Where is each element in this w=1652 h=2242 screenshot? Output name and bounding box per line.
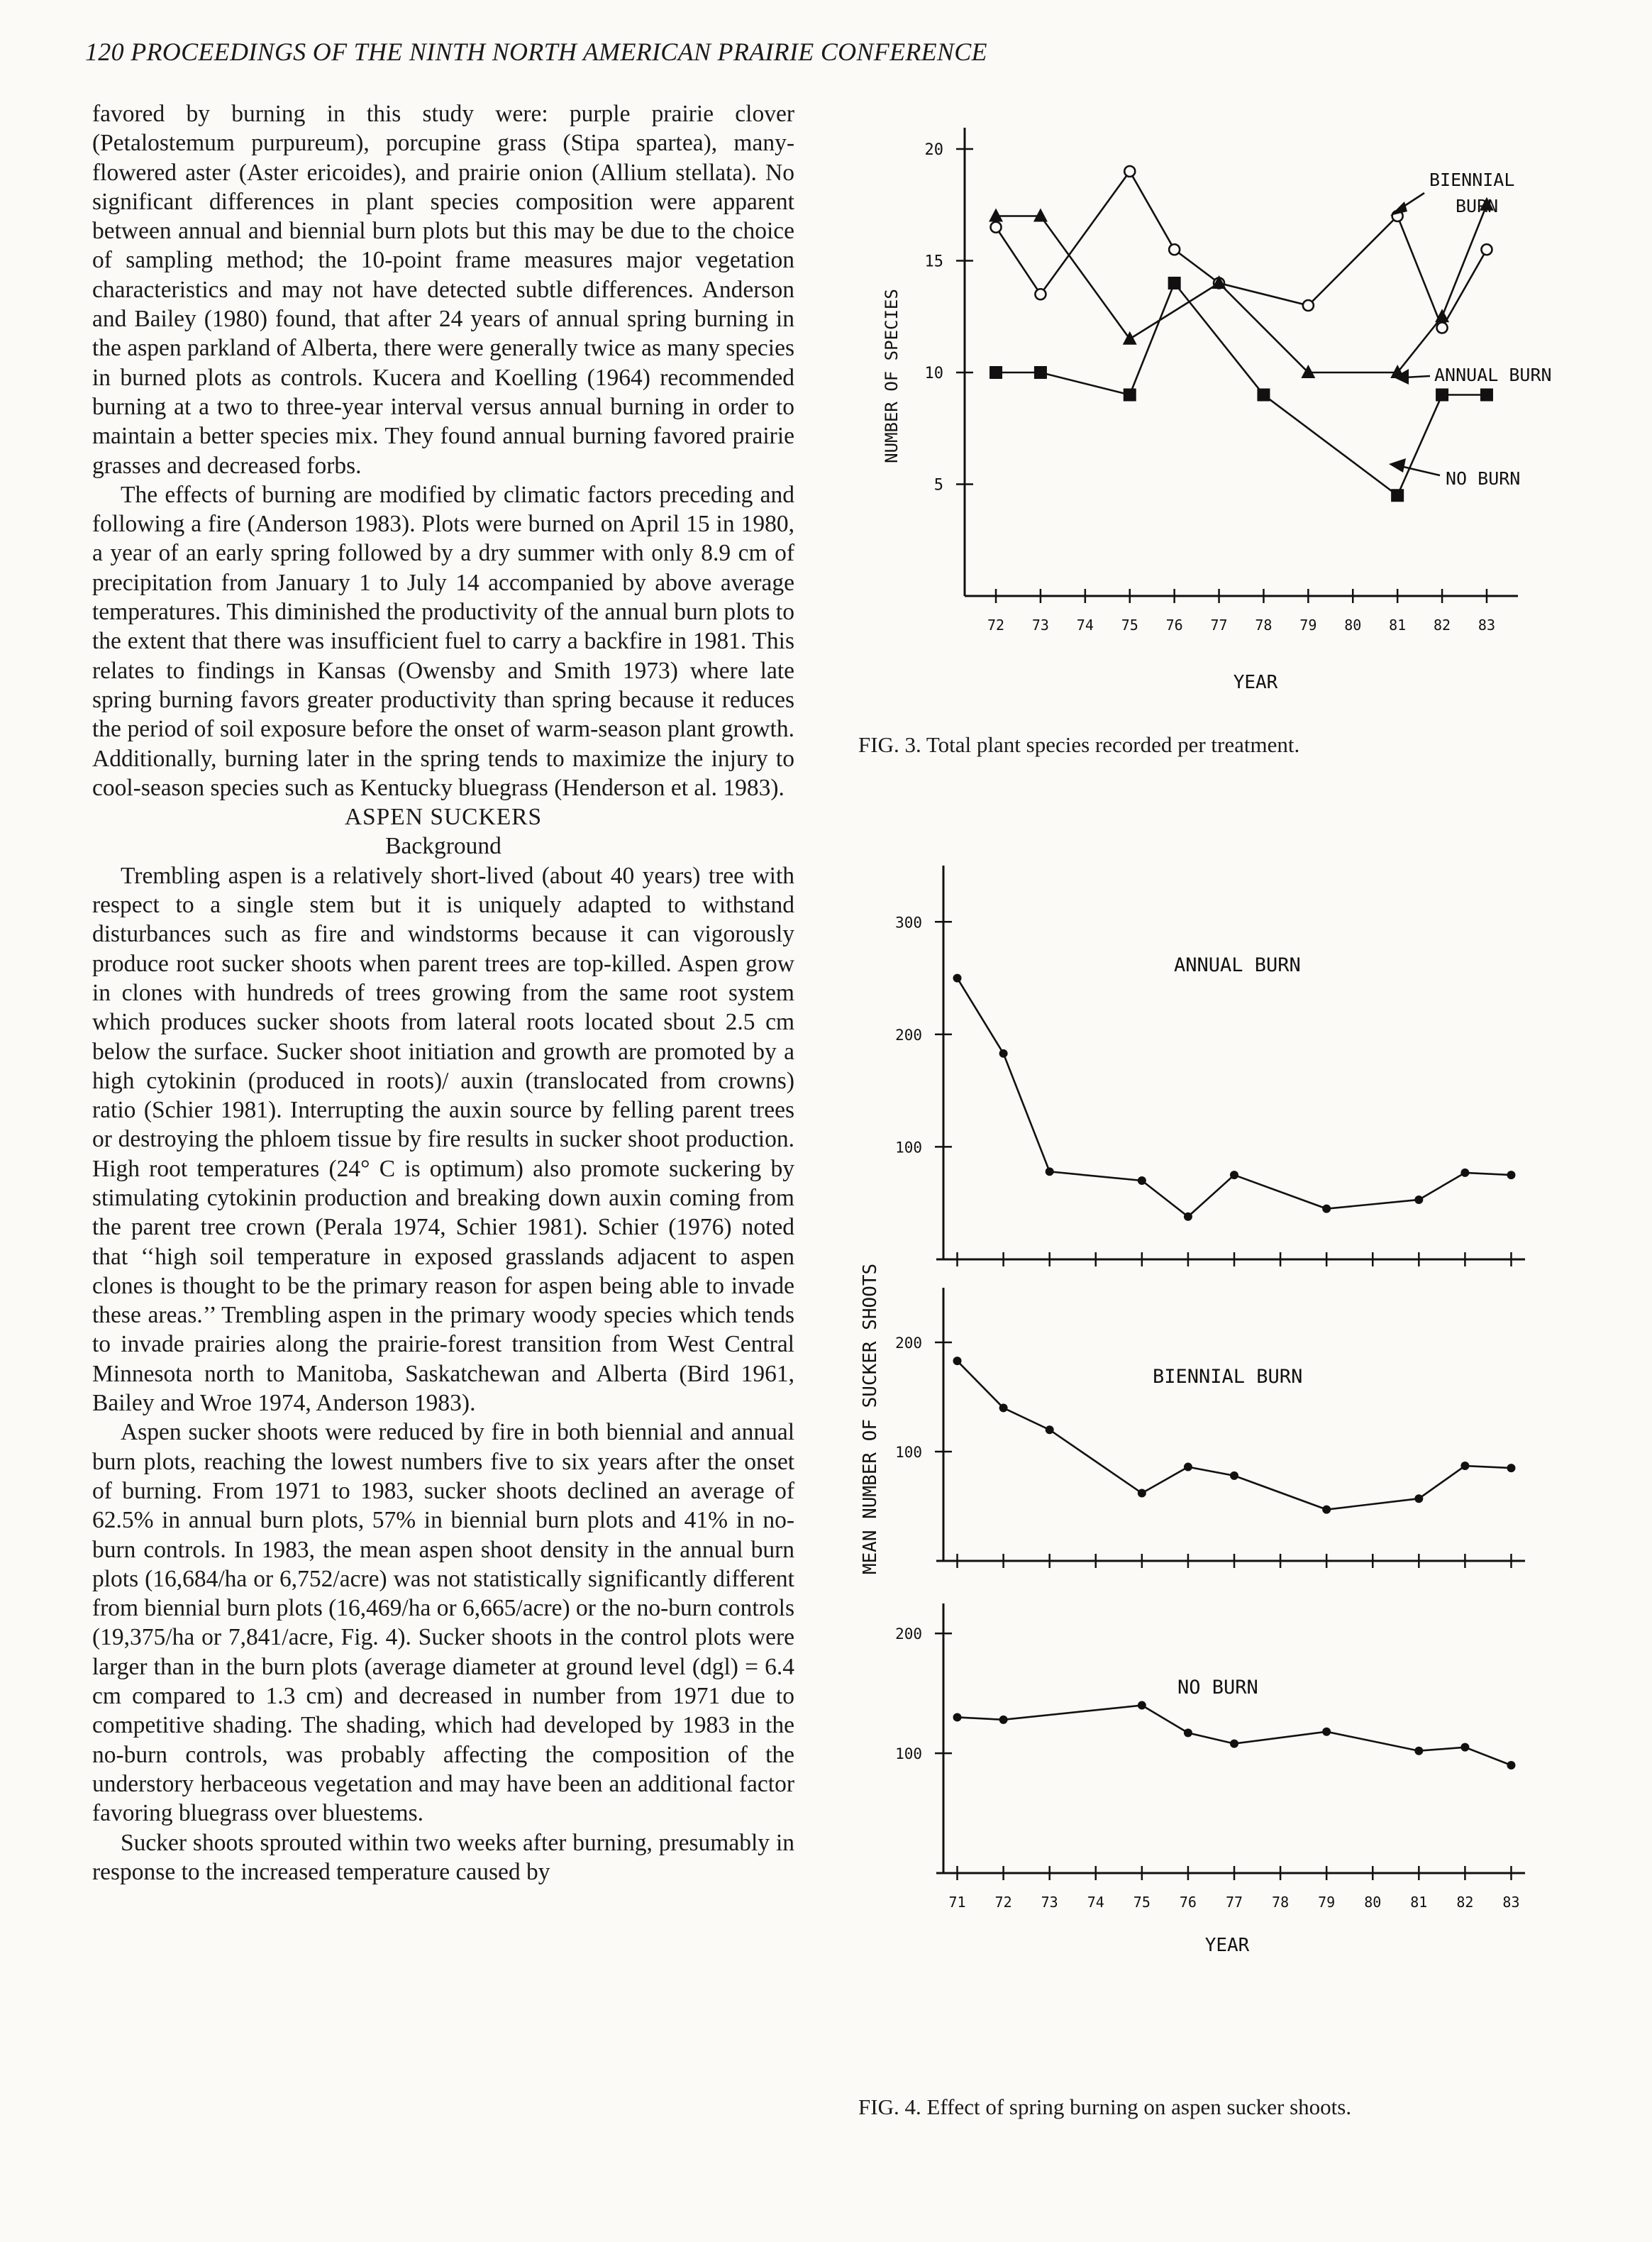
fig4-point-biennial — [1138, 1489, 1146, 1498]
left-column — [92, 99, 794, 1887]
fig3-point-square — [1436, 389, 1448, 402]
fig3-x-label: YEAR — [1233, 672, 1278, 693]
fig4-point-biennial — [953, 1357, 962, 1365]
section-heading-aspen-suckers: ASPEN SUCKERS — [344, 804, 543, 831]
fig4-x-tick-label: 81 — [1410, 1894, 1428, 1911]
fig3-point-triangle — [1033, 209, 1048, 222]
fig3-annotation-burn: BURN — [1456, 196, 1499, 216]
fig3-x-tick-label: 83 — [1478, 617, 1496, 634]
fig4-point-noburn — [1507, 1761, 1515, 1769]
fig4-point-noburn — [1184, 1728, 1192, 1737]
fig3-annotation-annual: ANNUAL BURN — [1434, 365, 1552, 385]
fig4-point-noburn — [1322, 1728, 1331, 1736]
fig3-series-line-square — [996, 283, 1487, 495]
fig3-point-square — [1480, 389, 1493, 402]
fig4-point-annual — [1322, 1205, 1331, 1213]
paragraph-4: Aspen sucker shoots were reduced by fire in both biennial and annual burn plots, reaching the lowest numbers five to six years after the onset of burning. From 1971 to 1983, sucker shoots declined an average of 62.5% in annual burn plots, 57% in biennial burn plots and 41% in no-burn controls. In 1983, the mean aspen shoot density in the annual burn plots (16,684/ha or 6,752/acre) was not statistically significantly different from biennial burn plots (16,469/ha or 6,665/acre) or the no-burn controls (19,375/ha or 7,841/acre, Fig. 4). Sucker shoots in the control plots were larger than in the burn plots (average diameter at ground level (dgl) = 6.4 cm compared to 1.3 cm) and decreased in number from 1971 due to competitive shading. The shading, which had developed by 1983 in the no-burn controls, was probably affecting the composition of the understory herbaceous vegetation and may have been an additional factor favoring bluegrass over bluestems. — [92, 1419, 794, 1827]
fig4-y-tick-label: 200 — [895, 1026, 922, 1044]
fig3-y-tick-label: 5 — [933, 476, 943, 495]
fig4-y-tick-label: 200 — [895, 1335, 922, 1352]
fig4-x-tick-label: 74 — [1087, 1894, 1104, 1911]
fig4-series-line-noburn — [958, 1706, 1512, 1765]
fig4-point-annual — [1414, 1195, 1423, 1204]
fig3-x-tick-label: 72 — [987, 617, 1005, 634]
fig4-x-tick-label: 72 — [994, 1894, 1012, 1911]
paragraph-3: Trembling aspen is a relatively short-lived (about 40 years) tree with respect to a single stem but it is uniquely adapted to withstand disturbances such as fire and windstorms because it can vigorously produce root sucker shoots when parent trees are top-killed. Aspen grow in clones with hundreds of trees growing from the same root system which produces sucker shoots from lateral roots located sbout 2.5 cm below the surface. Sucker shoot initiation and growth are promoted by a high cytokinin (produced in roots)/ auxin (translocated from crowns) ratio (Schier 1981). Interrupting the auxin source by felling parent trees or destroying the phloem tissue by fire results in sucker shoot production. High root temperatures (24° C is optimum) also promote suckering by stimulating cytokinin production and breaking down auxin coming from the parent tree crown (Perala 1974, Schier 1981). Schier (1976) noted that ‘‘high soil temperature in exposed grasslands adjacent to aspen clones is thought to be the primary reason for aspen being able to invade these areas.’’ Trembling aspen in the primary woody species which tends to invade prairies along the prairie-forest transition from West Central Minnesota north to Manitoba, Saskatchewan and Alberta (Bird 1961, Bailey and Wroe 1974, Anderson 1983). — [92, 862, 794, 1417]
fig3-point-circle — [1481, 244, 1492, 255]
fig3-x-tick-label: 76 — [1165, 617, 1183, 634]
fig3-arrowhead-noburn — [1389, 458, 1406, 473]
fig3-x-tick-label: 78 — [1255, 617, 1273, 634]
running-head: 120 PROCEEDINGS OF THE NINTH NORTH AMERICAN PRAIRIE CONFERENCE — [85, 38, 987, 66]
fig4-point-annual — [953, 974, 962, 983]
fig4-x-tick-label: 80 — [1364, 1894, 1382, 1911]
fig3-point-square — [989, 366, 1002, 379]
fig3-x-tick-label: 77 — [1210, 617, 1228, 634]
fig4-y-tick-label: 300 — [895, 914, 922, 932]
fig3-point-square — [1034, 366, 1047, 379]
fig4-x-tick-label: 76 — [1179, 1894, 1197, 1911]
fig3-x-tick-label: 81 — [1389, 617, 1407, 634]
fig3-point-triangle — [989, 209, 1003, 222]
fig4-y-tick-label: 100 — [895, 1444, 922, 1461]
subsection-heading-background: Background — [385, 833, 501, 860]
fig3-point-square — [1257, 389, 1270, 402]
fig3-point-circle — [1437, 323, 1448, 333]
fig4-y-tick-label: 100 — [895, 1745, 922, 1763]
fig3-point-circle — [1169, 244, 1180, 255]
fig4-x-tick-label: 75 — [1133, 1894, 1151, 1911]
fig3-annotation-noburn: NO BURN — [1446, 468, 1521, 489]
fig4-point-noburn — [953, 1713, 962, 1721]
fig3-point-square — [1168, 277, 1181, 289]
fig4-point-noburn — [1414, 1747, 1423, 1755]
fig4-point-noburn — [1230, 1740, 1238, 1748]
fig4-panel-title-noburn: NO BURN — [1177, 1677, 1258, 1699]
fig3-arrowhead-biennial — [1390, 201, 1407, 216]
fig4-x-tick-label: 77 — [1225, 1894, 1243, 1911]
fig4-x-tick-label: 82 — [1456, 1894, 1474, 1911]
fig3-annotation-biennial: BIENNIAL — [1429, 170, 1515, 190]
figure-4-caption: FIG. 4. Effect of spring burning on aspen sucker shoots. — [858, 2094, 1352, 2119]
fig4-point-annual — [999, 1049, 1008, 1058]
fig3-x-tick-label: 75 — [1121, 617, 1138, 634]
fig4-panel-title-biennial: BIENNIAL BURN — [1153, 1366, 1303, 1388]
paragraph-5: Sucker shoots sprouted within two weeks after burning, presumably in response to the increased temperature caused by — [92, 1829, 794, 1885]
fig4-point-biennial — [1322, 1506, 1331, 1514]
fig3-point-circle — [1124, 166, 1135, 177]
fig3-x-tick-label: 80 — [1344, 617, 1362, 634]
fig4-x-tick-label: 83 — [1502, 1894, 1520, 1911]
fig3-point-square — [1391, 489, 1404, 502]
fig4-y-label: MEAN NUMBER OF SUCKER SHOOTS — [860, 1263, 881, 1575]
fig4-x-tick-label: 78 — [1272, 1894, 1290, 1911]
fig4-point-biennial — [999, 1403, 1008, 1412]
fig4-panel-title-annual: ANNUAL BURN — [1174, 954, 1301, 976]
fig4-point-biennial — [1414, 1494, 1423, 1503]
fig4-point-noburn — [1138, 1701, 1146, 1710]
paragraph-2: The effects of burning are modified by climatic factors preceding and following a fire (Anderson 1983). Plots were burned on April 15 in 1980, a year of an early spring followed by a dry summer with only 8.9 cm of precipitation from January 1 to July 14 accompanied by above average temperatures. This diminished the productivity of the annual burn plots to the extent that there was insufficient fuel to carry a backfire in 1981. This relates to findings in Kansas (Owensby and Smith 1973) where late spring burning favors greater productivity than spring because it reduces the period of soil exposure before the onset of warm-season plant growth. Additionally, burning later in the spring tends to maximize the injury to cool-season species such as Kentucky bluegrass (Henderson et al. 1983). — [92, 481, 794, 801]
fig4-y-tick-label: 200 — [895, 1625, 922, 1643]
fig4-point-biennial — [1184, 1463, 1192, 1471]
fig3-y-tick-label: 10 — [924, 365, 943, 382]
fig4-point-annual — [1046, 1167, 1054, 1176]
fig3-x-tick-label: 82 — [1434, 617, 1451, 634]
fig3-y-tick-label: 20 — [924, 141, 943, 159]
fig4-point-annual — [1507, 1171, 1515, 1179]
figure-4-chart — [844, 866, 1582, 1958]
fig3-point-circle — [991, 222, 1002, 233]
fig4-point-biennial — [1230, 1471, 1238, 1480]
fig4-x-tick-label: 71 — [948, 1894, 966, 1911]
fig3-x-tick-label: 74 — [1076, 617, 1094, 634]
fig4-x-label: YEAR — [1204, 1935, 1250, 1956]
fig4-point-biennial — [1460, 1462, 1469, 1470]
fig3-y-tick-label: 15 — [924, 253, 943, 271]
fig4-point-biennial — [1507, 1464, 1515, 1472]
fig4-point-annual — [1230, 1171, 1238, 1179]
fig3-point-square — [1124, 389, 1136, 402]
fig4-point-annual — [1184, 1213, 1192, 1221]
fig4-series-line-annual — [958, 978, 1512, 1217]
fig3-point-circle — [1035, 289, 1046, 299]
fig4-point-biennial — [1046, 1425, 1054, 1434]
fig4-point-noburn — [999, 1716, 1008, 1724]
fig3-x-tick-label: 79 — [1299, 617, 1317, 634]
fig3-x-tick-label: 73 — [1031, 617, 1049, 634]
fig4-point-annual — [1138, 1176, 1146, 1185]
figure-3-chart — [844, 128, 1582, 695]
fig4-x-tick-label: 73 — [1041, 1894, 1058, 1911]
fig4-y-tick-label: 100 — [895, 1139, 922, 1156]
fig3-point-circle — [1303, 300, 1314, 311]
fig4-point-noburn — [1460, 1743, 1469, 1752]
fig4-point-annual — [1460, 1169, 1469, 1177]
fig4-x-tick-label: 79 — [1318, 1894, 1336, 1911]
fig3-y-label: NUMBER OF SPECIES — [882, 289, 902, 463]
figure-3-caption: FIG. 3. Total plant species recorded per treatment. — [858, 732, 1300, 757]
paragraph-1: favored by burning in this study were: purple prairie clover (Petalostemum purpureum), porcupine grass (Stipa spartea), many-flowered aster (Aster ericoides), and prairie onion (Allium stellata). No significant differences in plant species composition were apparent between annual and biennial burn plots but this may be due to the choice of sampling method; the 10-point frame measures major vegetation characteristics and may not have detected subtle differences. Anderson and Bailey (1980) found, that after 24 years of annual spring burning in the aspen parkland of Alberta, there were generally twice as many species in burned plots as controls. Kucera and Koelling (1964) recommended burning at a two to three-year interval versus annual burning in order to maintain a better species mix. They found annual burning favored prairie grasses and decreased forbs. — [92, 101, 794, 479]
